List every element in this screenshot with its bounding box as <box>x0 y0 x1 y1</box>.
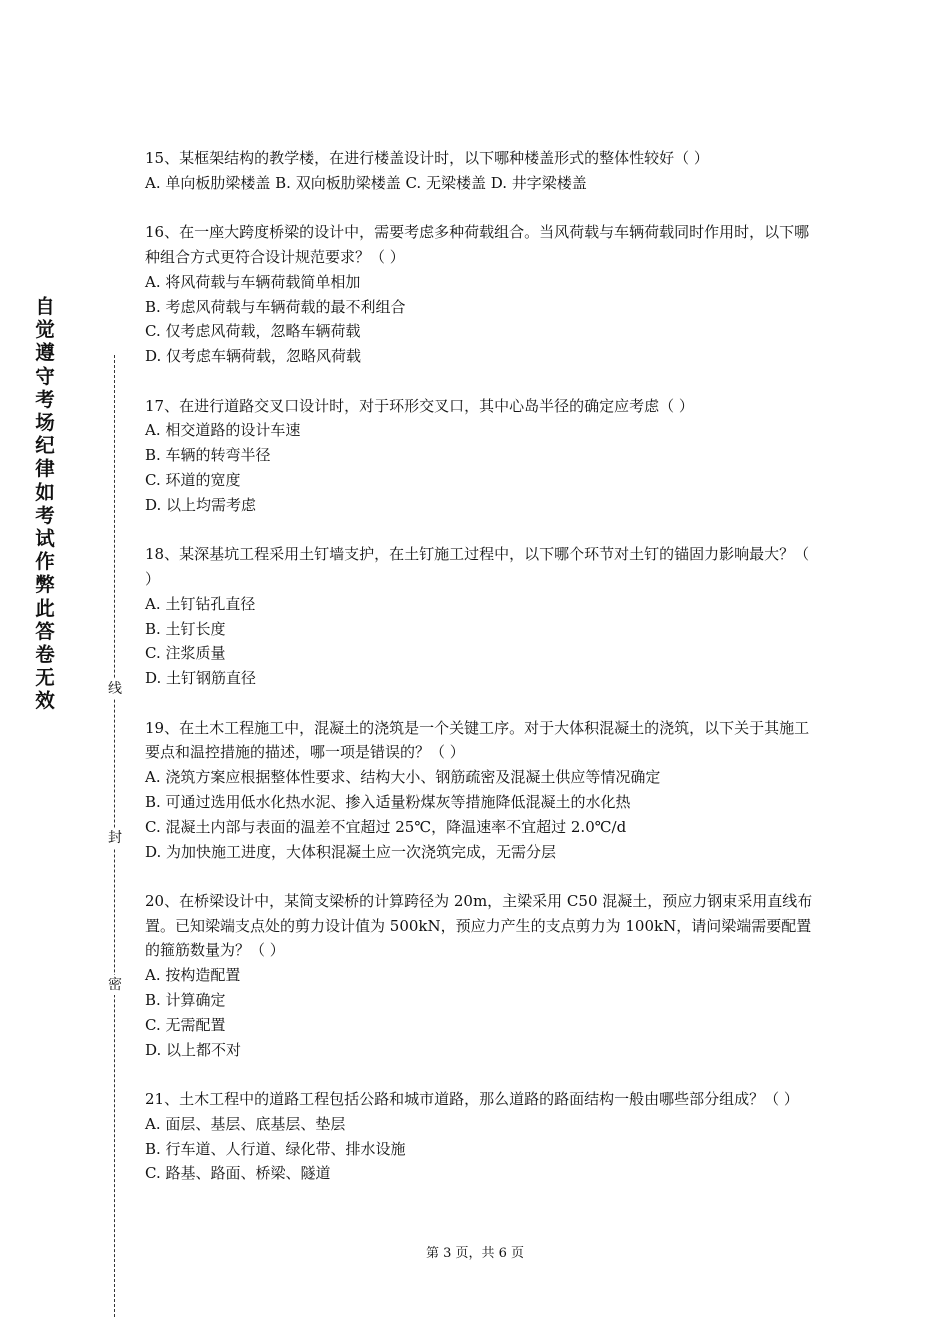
binding-label-xian: 线 <box>104 679 126 699</box>
question-19 <box>145 716 815 865</box>
option-b: B. 考虑风荷载与车辆荷载的最不利组合 <box>145 297 406 316</box>
question-stem: 18、某深基坑工程采用土钉墙支护，在土钉施工过程中，以下哪个环节对土钉的锚固力影响最大？（ ） <box>145 545 810 588</box>
option-c: C. 路基、路面、桥梁、隧道 <box>145 1164 331 1183</box>
option-b: B. 土钉长度 <box>145 619 226 638</box>
question-stem: 21、土木工程中的道路工程包括公路和城市道路，那么道路的路面结构一般由哪些部分组成？（ ） <box>145 1090 799 1109</box>
option-a: A. 面层、基层、底基层、垫层 <box>145 1114 346 1133</box>
option-b: B. 计算确定 <box>145 991 226 1010</box>
option-c: C. 环道的宽度 <box>145 470 241 489</box>
option-a: A. 土钉钻孔直径 <box>145 594 256 613</box>
option-a: A. 浇筑方案应根据整体性要求、结构大小、钢筋疏密及混凝土供应等情况确定 <box>145 768 661 787</box>
option-c: C. 仅考虑风荷载，忽略车辆荷载 <box>145 322 361 341</box>
option-b: B. 行车道、人行道、绿化带、排水设施 <box>145 1139 406 1158</box>
question-stem: 16、在一座大跨度桥梁的设计中，需要考虑多种荷载组合。当风荷载与车辆荷载同时作用时，以下哪种组合方式更符合设计规范要求？（ ） <box>145 223 810 266</box>
exam-discipline-notice: 自觉遵守考场纪律如考试作弊此答卷无效 <box>35 295 55 713</box>
question-20 <box>145 889 815 1063</box>
question-stem: 17、在进行道路交叉口设计时，对于环形交叉口，其中心岛半径的确定应考虑（ ） <box>145 396 694 415</box>
option-c: C. 注浆质量 <box>145 644 226 663</box>
question-17 <box>145 394 815 518</box>
option-a: A. 按构造配置 <box>145 966 241 985</box>
option-c: C. 混凝土内部与表面的温差不宜超过 25℃，降温速率不宜超过 2.0℃/d <box>145 817 627 836</box>
question-options-inline: A. 单向板肋梁楼盖 B. 双向板肋梁楼盖 C. 无梁楼盖 D. 井字梁楼盖 <box>145 173 587 192</box>
question-list <box>145 146 815 1211</box>
question-stem: 15、某框架结构的教学楼，在进行楼盖设计时，以下哪种楼盖形式的整体性较好（ ） <box>145 149 709 167</box>
option-b: B. 车辆的转弯半径 <box>145 446 271 465</box>
question-21 <box>145 1087 815 1186</box>
option-b: B. 可通过选用低水化热水泥、掺入适量粉煤灰等措施降低混凝土的水化热 <box>145 792 631 811</box>
question-15 <box>145 146 815 196</box>
binding-label-feng: 封 <box>104 828 126 848</box>
option-d: D. 以上都不对 <box>145 1040 242 1059</box>
page-number-footer: 第 3 页，共 6 页 <box>425 1246 525 1261</box>
question-16 <box>145 220 815 369</box>
option-a: A. 相交道路的设计车速 <box>145 421 301 440</box>
question-stem: 19、在土木工程施工中，混凝土的浇筑是一个关键工序。对于大体积混凝土的浇筑，以下关于其施工要点和温控措施的描述，哪一项是错误的？（ ） <box>145 718 810 762</box>
question-stem: 20、在桥梁设计中，某简支梁桥的计算跨径为 20m，主梁采用 C50 混凝土，预应力钢束采用直线布置。已知梁端支点处的剪力设计值为 500kN，预应力产生的支点剪力为 100kN，请问梁端需要配置的箍筋数量为？（ ） <box>145 891 813 960</box>
option-d: D. 为加快施工进度，大体积混凝土应一次浇筑完成，无需分层 <box>145 842 557 861</box>
binding-label-mi: 密 <box>104 975 126 995</box>
option-d: D. 以上均需考虑 <box>145 495 257 514</box>
question-18 <box>145 542 815 691</box>
option-d: D. 仅考虑车辆荷载，忽略风荷载 <box>145 347 362 366</box>
option-c: C. 无需配置 <box>145 1015 226 1034</box>
option-d: D. 土钉钢筋直径 <box>145 669 257 688</box>
option-a: A. 将风荷载与车辆荷载简单相加 <box>145 272 361 291</box>
